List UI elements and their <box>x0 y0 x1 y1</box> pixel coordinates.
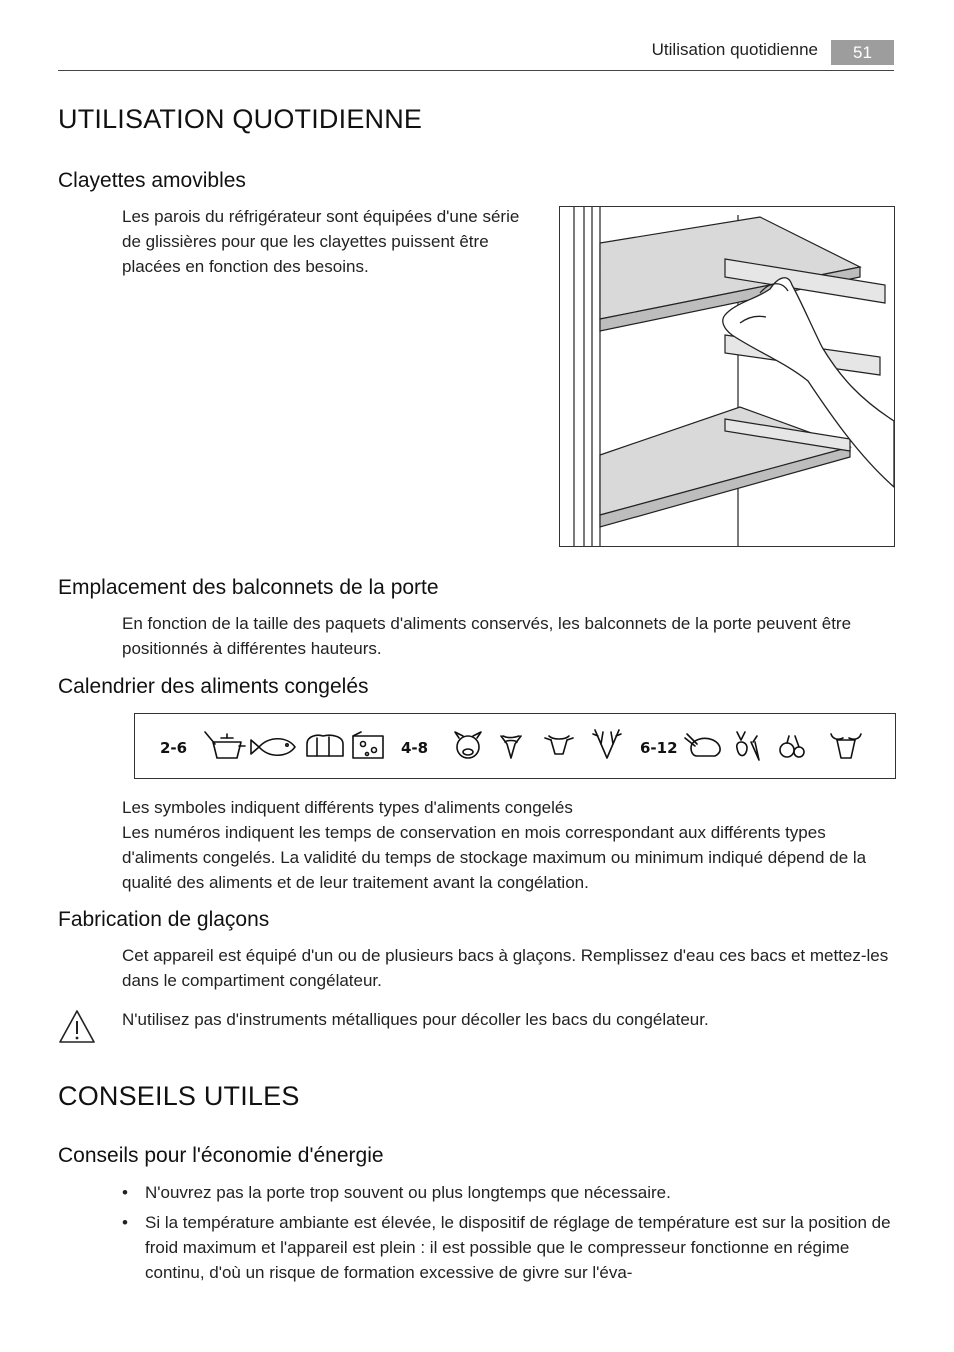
header-rule <box>58 70 894 71</box>
running-title: Utilisation quotidienne <box>651 40 818 59</box>
poultry-icon <box>685 734 720 756</box>
vegetables-icon <box>737 732 759 760</box>
bullet-icon: • <box>122 1183 128 1202</box>
frozen-numbers-text: Les numéros indiquent les temps de conservation en mois correspondant aux différents types d'aliments congelés. La validité du temps de stockage maximum ou minimum indiqué dépend de la qualité des aliments et de leur traitement avant la congélation. <box>122 823 867 892</box>
storage-months-label: 6-12 <box>640 739 678 757</box>
energy-tip-text: N'ouvrez pas la porte trop souvent ou plus longtemps que nécessaire. <box>145 1183 671 1202</box>
section-title-useful-tips: CONSEILS UTILES <box>58 1081 300 1111</box>
page-number: 51 <box>831 40 894 65</box>
pig-icon <box>455 732 481 758</box>
energy-tip-text: Si la température ambiante est élevée, le dispositif de réglage de température est sur la position de froid maximum et l'appareil est plein : il est possible que le compresseur fonctionne en régime continu, d'où un risque de formation excessive de givre sur l'éva- <box>145 1213 891 1282</box>
bullet-icon: • <box>122 1213 128 1232</box>
shelf-hand-drawing <box>560 207 894 546</box>
list-item <box>122 1180 892 1205</box>
sheep-icon <box>501 736 521 758</box>
fish-icon <box>251 739 295 756</box>
warning-icon <box>57 1008 97 1051</box>
fruit-icon <box>780 736 804 757</box>
pot-icon <box>205 732 245 758</box>
heading-frozen-calendar: Calendrier des aliments congelés <box>58 675 369 698</box>
shelf-illustration <box>559 206 895 547</box>
door-balconies-text: En fonction de la taille des paquets d'aliments conservés, les balconnets de la porte peuvent être positionnés à différentes hauteurs. <box>122 614 852 658</box>
lamb-icon <box>545 736 573 754</box>
frozen-food-symbols <box>135 714 895 778</box>
beef-icon <box>831 734 861 758</box>
frozen-food-calendar <box>134 713 896 779</box>
list-item <box>122 1210 892 1285</box>
bread-icon <box>307 735 343 756</box>
ice-text: Cet appareil est équipé d'un ou de plusieurs bacs à glaçons. Remplissez d'eau ces bacs et mettez-les dans le compartiment congélateur. <box>122 946 889 990</box>
ice-warning-text: N'utilisez pas d'instruments métalliques pour décoller les bacs du congélateur. <box>122 1010 709 1029</box>
heading-door-balconies: Emplacement des balconnets de la porte <box>58 576 439 599</box>
deer-icon <box>593 730 621 758</box>
shelves-text: Les parois du réfrigérateur sont équipées d'une série de glissières pour que les clayettes puissent être placées en fonction des besoins. <box>122 207 520 276</box>
section-title-daily-use: UTILISATION QUOTIDIENNE <box>58 104 423 134</box>
storage-months-label: 2-6 <box>160 739 188 757</box>
heading-ice: Fabrication de glaçons <box>58 908 270 931</box>
frozen-symbols-text: Les symboles indiquent différents types d'aliments congelés <box>122 798 573 817</box>
storage-months-label: 4-8 <box>401 739 429 757</box>
heading-energy-saving: Conseils pour l'économie d'énergie <box>58 1144 384 1167</box>
heading-shelves: Clayettes amovibles <box>58 169 246 192</box>
cheese-icon <box>353 732 383 758</box>
